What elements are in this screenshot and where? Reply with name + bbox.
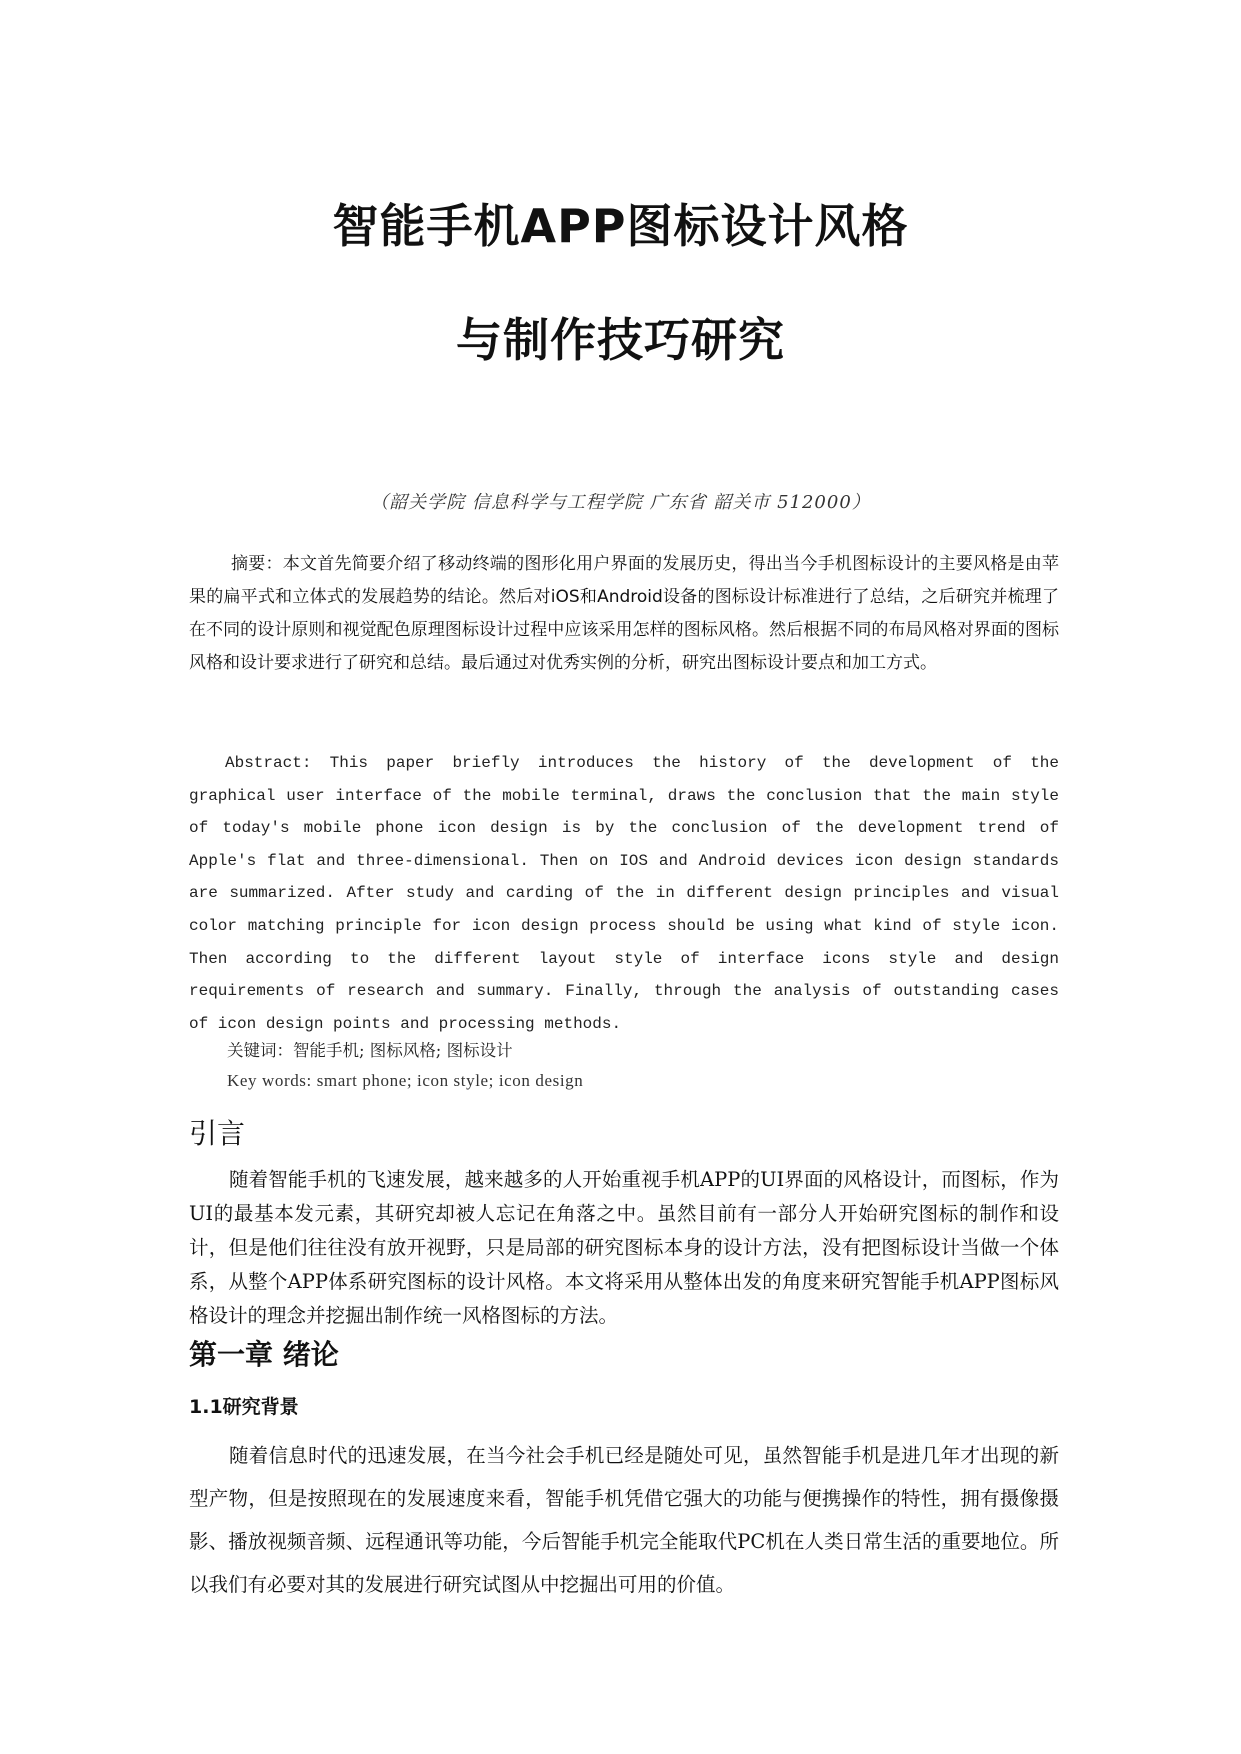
abstract-english: Abstract: This paper briefly introduces the history of the development of the graphical user interface of the mobile terminal, draws the conclusion that the main style of today's mobile phone icon design is by the conclusion of the development trend of Apple's flat and three-dimensional. Then on IOS and Android devices icon design standards are summarized. After study and carding of the in different design principles and visual color matching principle for icon design process should be using what kind of style icon. Then according to the different layout style of interface icons style and design requirements of research and summary. Finally, through the analysis of outstanding cases of icon design points and processing methods. <box>189 754 1059 1033</box>
paper-title-line-2: 与制作技巧研究 <box>456 313 785 367</box>
keywords-english: Key words: smart phone; icon style; icon design <box>227 1071 584 1090</box>
introduction-paragraph: 随着智能手机的飞速发展，越来越多的人开始重视手机APP的UI界面的风格设计，而图标，作为UI的最基本发元素，其研究却被人忘记在角落之中。虽然目前有一部分人开始研究图标的制作和设计，但是他们往往没有放开视野，只是局部的研究图标本身的设计方法，没有把图标设计当做一个体系，从整个APP体系研究图标的设计风格。本文将采用从整体出发的角度来研究智能手机APP图标风格设计的理念并挖掘出制作统一风格图标的方法。 <box>189 1168 1059 1327</box>
section-1-1-heading: 1.1研究背景 <box>189 1396 299 1418</box>
keywords-chinese <box>227 1037 1097 1061</box>
introduction-heading: 引言 <box>189 1117 246 1150</box>
keywords-chinese-label: 关键词： <box>227 1041 293 1060</box>
paper-title-line-1: 智能手机APP图标设计风格 <box>332 199 909 253</box>
chapter-1-heading: 第一章 绪论 <box>189 1338 339 1371</box>
section-1-1-paragraph: 随着信息时代的迅速发展，在当今社会手机已经是随处可见，虽然智能手机是进几年才出现的新型产物，但是按照现在的发展速度来看，智能手机凭借它强大的功能与便携操作的特性，拥有摄像摄影、播放视频音频、远程通讯等功能，今后智能手机完全能取代PC机在人类日常生活的重要地位。所以我们有必要对其的发展进行研究试图从中挖掘出可用的价值。 <box>189 1444 1059 1596</box>
abstract-chinese: 摘要：本文首先简要介绍了移动终端的图形化用户界面的发展历史，得出当今手机图标设计的主要风格是由苹果的扁平式和立体式的发展趋势的结论。然后对iOS和Android设备的图标设计标准进行了总结，之后研究并梳理了在不同的设计原则和视觉配色原理图标设计过程中应该采用怎样的图标风格。然后根据不同的布局风格对界面的图标风格和设计要求进行了研究和总结。最后通过对优秀实例的分析，研究出图标设计要点和加工方式。 <box>189 554 1059 673</box>
keywords-chinese-values: 智能手机; 图标风格; 图标设计 <box>293 1041 513 1060</box>
author-affiliation: （韶关学院 信息科学与工程学院 广东省 韶关市 512000） <box>370 492 871 513</box>
